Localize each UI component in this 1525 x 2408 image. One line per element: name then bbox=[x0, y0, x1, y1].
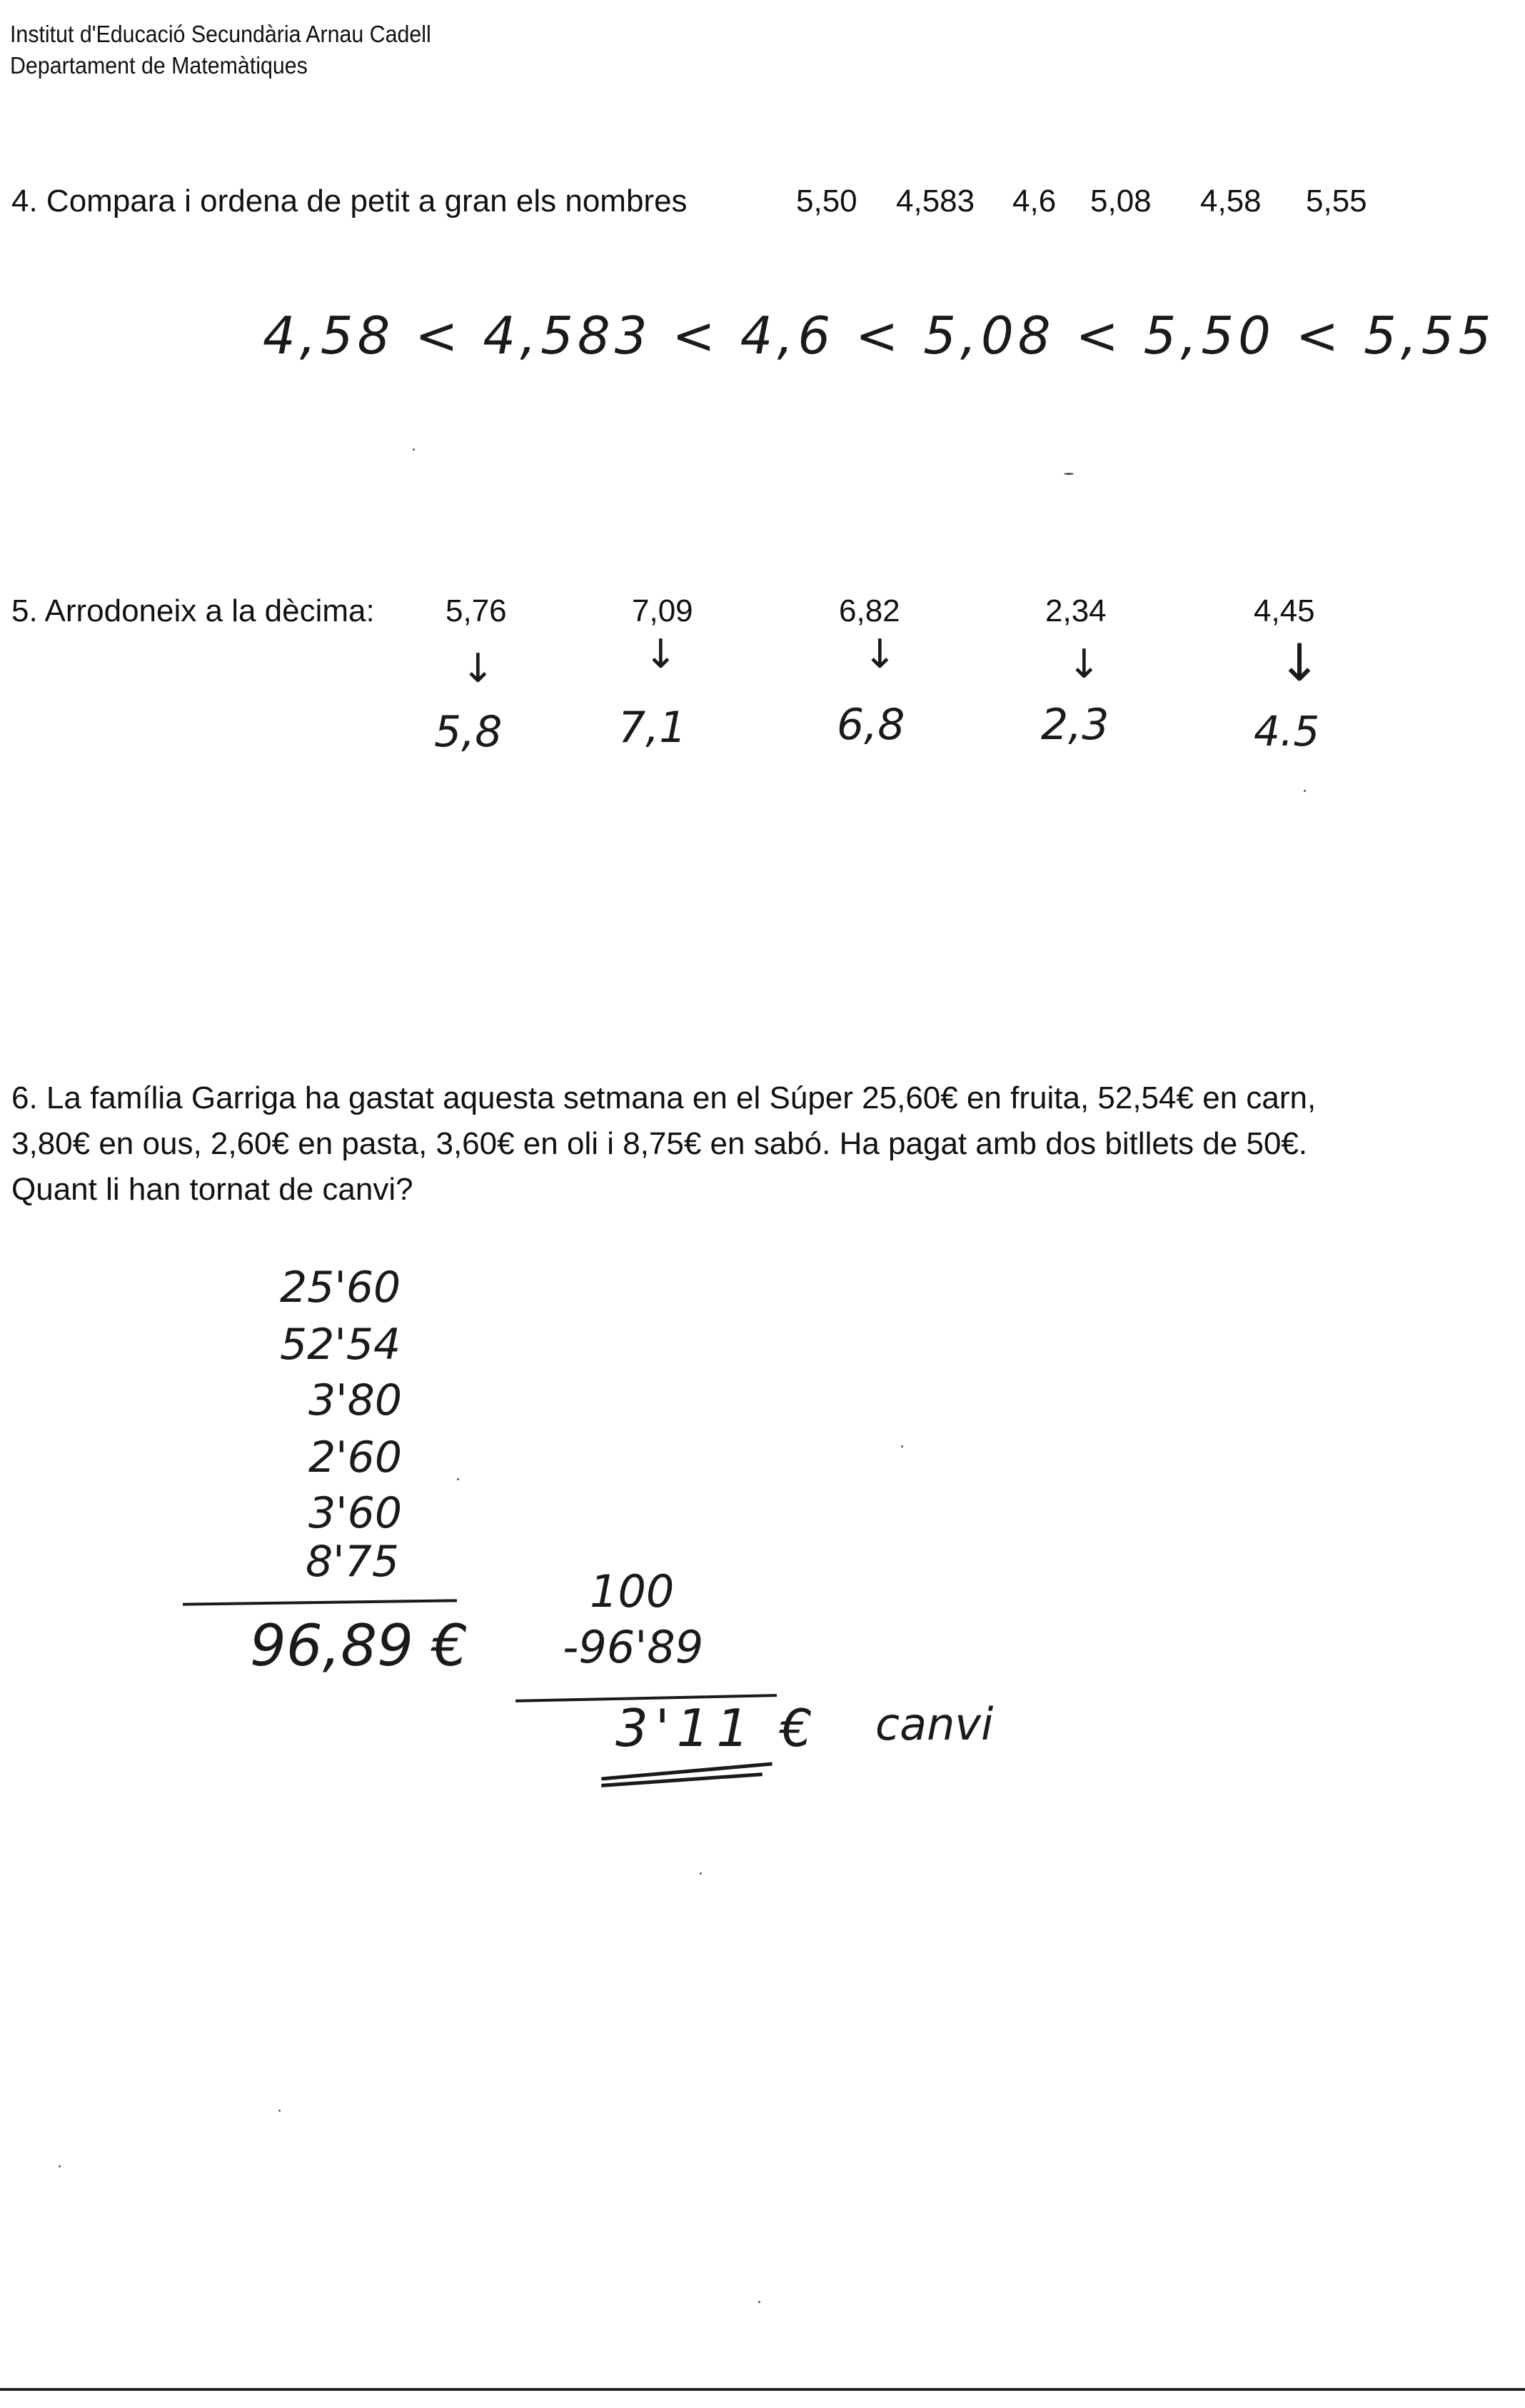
q6-addend-1: 25'60 bbox=[280, 1263, 401, 1313]
page-header bbox=[10, 19, 431, 81]
q6-addend-3: 3'80 bbox=[308, 1375, 403, 1425]
down-arrow-icon: ↓ bbox=[1278, 633, 1322, 693]
q5-answer-2: 7,1 bbox=[618, 703, 687, 753]
scan-speck bbox=[413, 448, 415, 451]
q5-prompt: 5. Arrodoneix a la dècima: bbox=[11, 593, 375, 628]
scan-speck bbox=[758, 2301, 760, 2303]
page-bottom-border bbox=[0, 2388, 1525, 2391]
q6-result-note: canvi bbox=[875, 1698, 994, 1750]
q5-number-1: 5,76 bbox=[446, 593, 507, 628]
q5-number-4: 2,34 bbox=[1045, 593, 1107, 628]
q6-minuend: 100 bbox=[590, 1565, 675, 1617]
q6-sum: 96,89 € bbox=[250, 1612, 468, 1679]
q6-addend-4: 2'60 bbox=[308, 1433, 403, 1483]
down-arrow-icon: ↓ bbox=[644, 631, 678, 678]
q5-answer-1: 5,8 bbox=[434, 707, 503, 757]
q4-prompt: 4. Compara i ordena de petit a gran els nombres bbox=[11, 184, 688, 219]
q6-addend-6: 8'75 bbox=[306, 1537, 400, 1587]
q6-text-line-2: 3,80€ en ous, 2,60€ en pasta, 3,60€ en oli i 8,75€ en sabó. Ha pagat amb dos bitllets de 50€. bbox=[11, 1126, 1308, 1161]
q5-answer-3: 6,8 bbox=[837, 700, 905, 750]
q6-subtrahend: -96'89 bbox=[563, 1621, 704, 1673]
down-arrow-icon: ↓ bbox=[863, 631, 897, 678]
q4-number-1: 5,50 bbox=[796, 184, 857, 219]
scan-speck bbox=[1304, 790, 1306, 792]
q5-number-3: 6,82 bbox=[839, 593, 900, 628]
scan-speck bbox=[59, 2165, 61, 2167]
q5-answer-4: 2,3 bbox=[1041, 700, 1109, 750]
q4-number-2: 4,583 bbox=[896, 184, 975, 219]
q6-result: 3'11 € bbox=[615, 1698, 820, 1758]
down-arrow-icon: ↓ bbox=[461, 646, 495, 692]
scan-speck bbox=[901, 1445, 903, 1448]
q4-number-4: 5,08 bbox=[1090, 184, 1152, 219]
scan-speck bbox=[1064, 473, 1074, 475]
q6-text-line-3: Quant li han tornat de canvi? bbox=[11, 1172, 413, 1207]
q4-number-6: 5,55 bbox=[1306, 184, 1367, 219]
scan-speck bbox=[700, 1872, 702, 1875]
q4-number-5: 4,58 bbox=[1200, 184, 1262, 219]
department-name: Departament de Matemàtiques bbox=[10, 52, 308, 79]
q4-number-3: 4,6 bbox=[1012, 184, 1057, 219]
q6-addend-2: 52'54 bbox=[280, 1320, 401, 1370]
q5-answer-5: 4.5 bbox=[1254, 707, 1320, 756]
scan-speck bbox=[278, 2109, 281, 2112]
q5-number-5: 4,45 bbox=[1254, 593, 1315, 628]
q4-handwritten-answer: 4,58 < 4,583 < 4,6 < 5,08 < 5,50 < 5,55 bbox=[263, 306, 1496, 366]
q6-text-line-1: 6. La família Garriga ha gastat aquesta setmana en el Súper 25,60€ en fruita, 52,54€ en carn, bbox=[11, 1080, 1317, 1115]
scan-speck bbox=[457, 1478, 459, 1480]
q6-addend-5: 3'60 bbox=[308, 1488, 403, 1538]
sum-rule bbox=[183, 1599, 457, 1605]
down-arrow-icon: ↓ bbox=[1067, 641, 1101, 688]
school-name: Institut d'Educació Secundària Arnau Cadell bbox=[10, 21, 431, 47]
q5-number-2: 7,09 bbox=[632, 593, 693, 628]
